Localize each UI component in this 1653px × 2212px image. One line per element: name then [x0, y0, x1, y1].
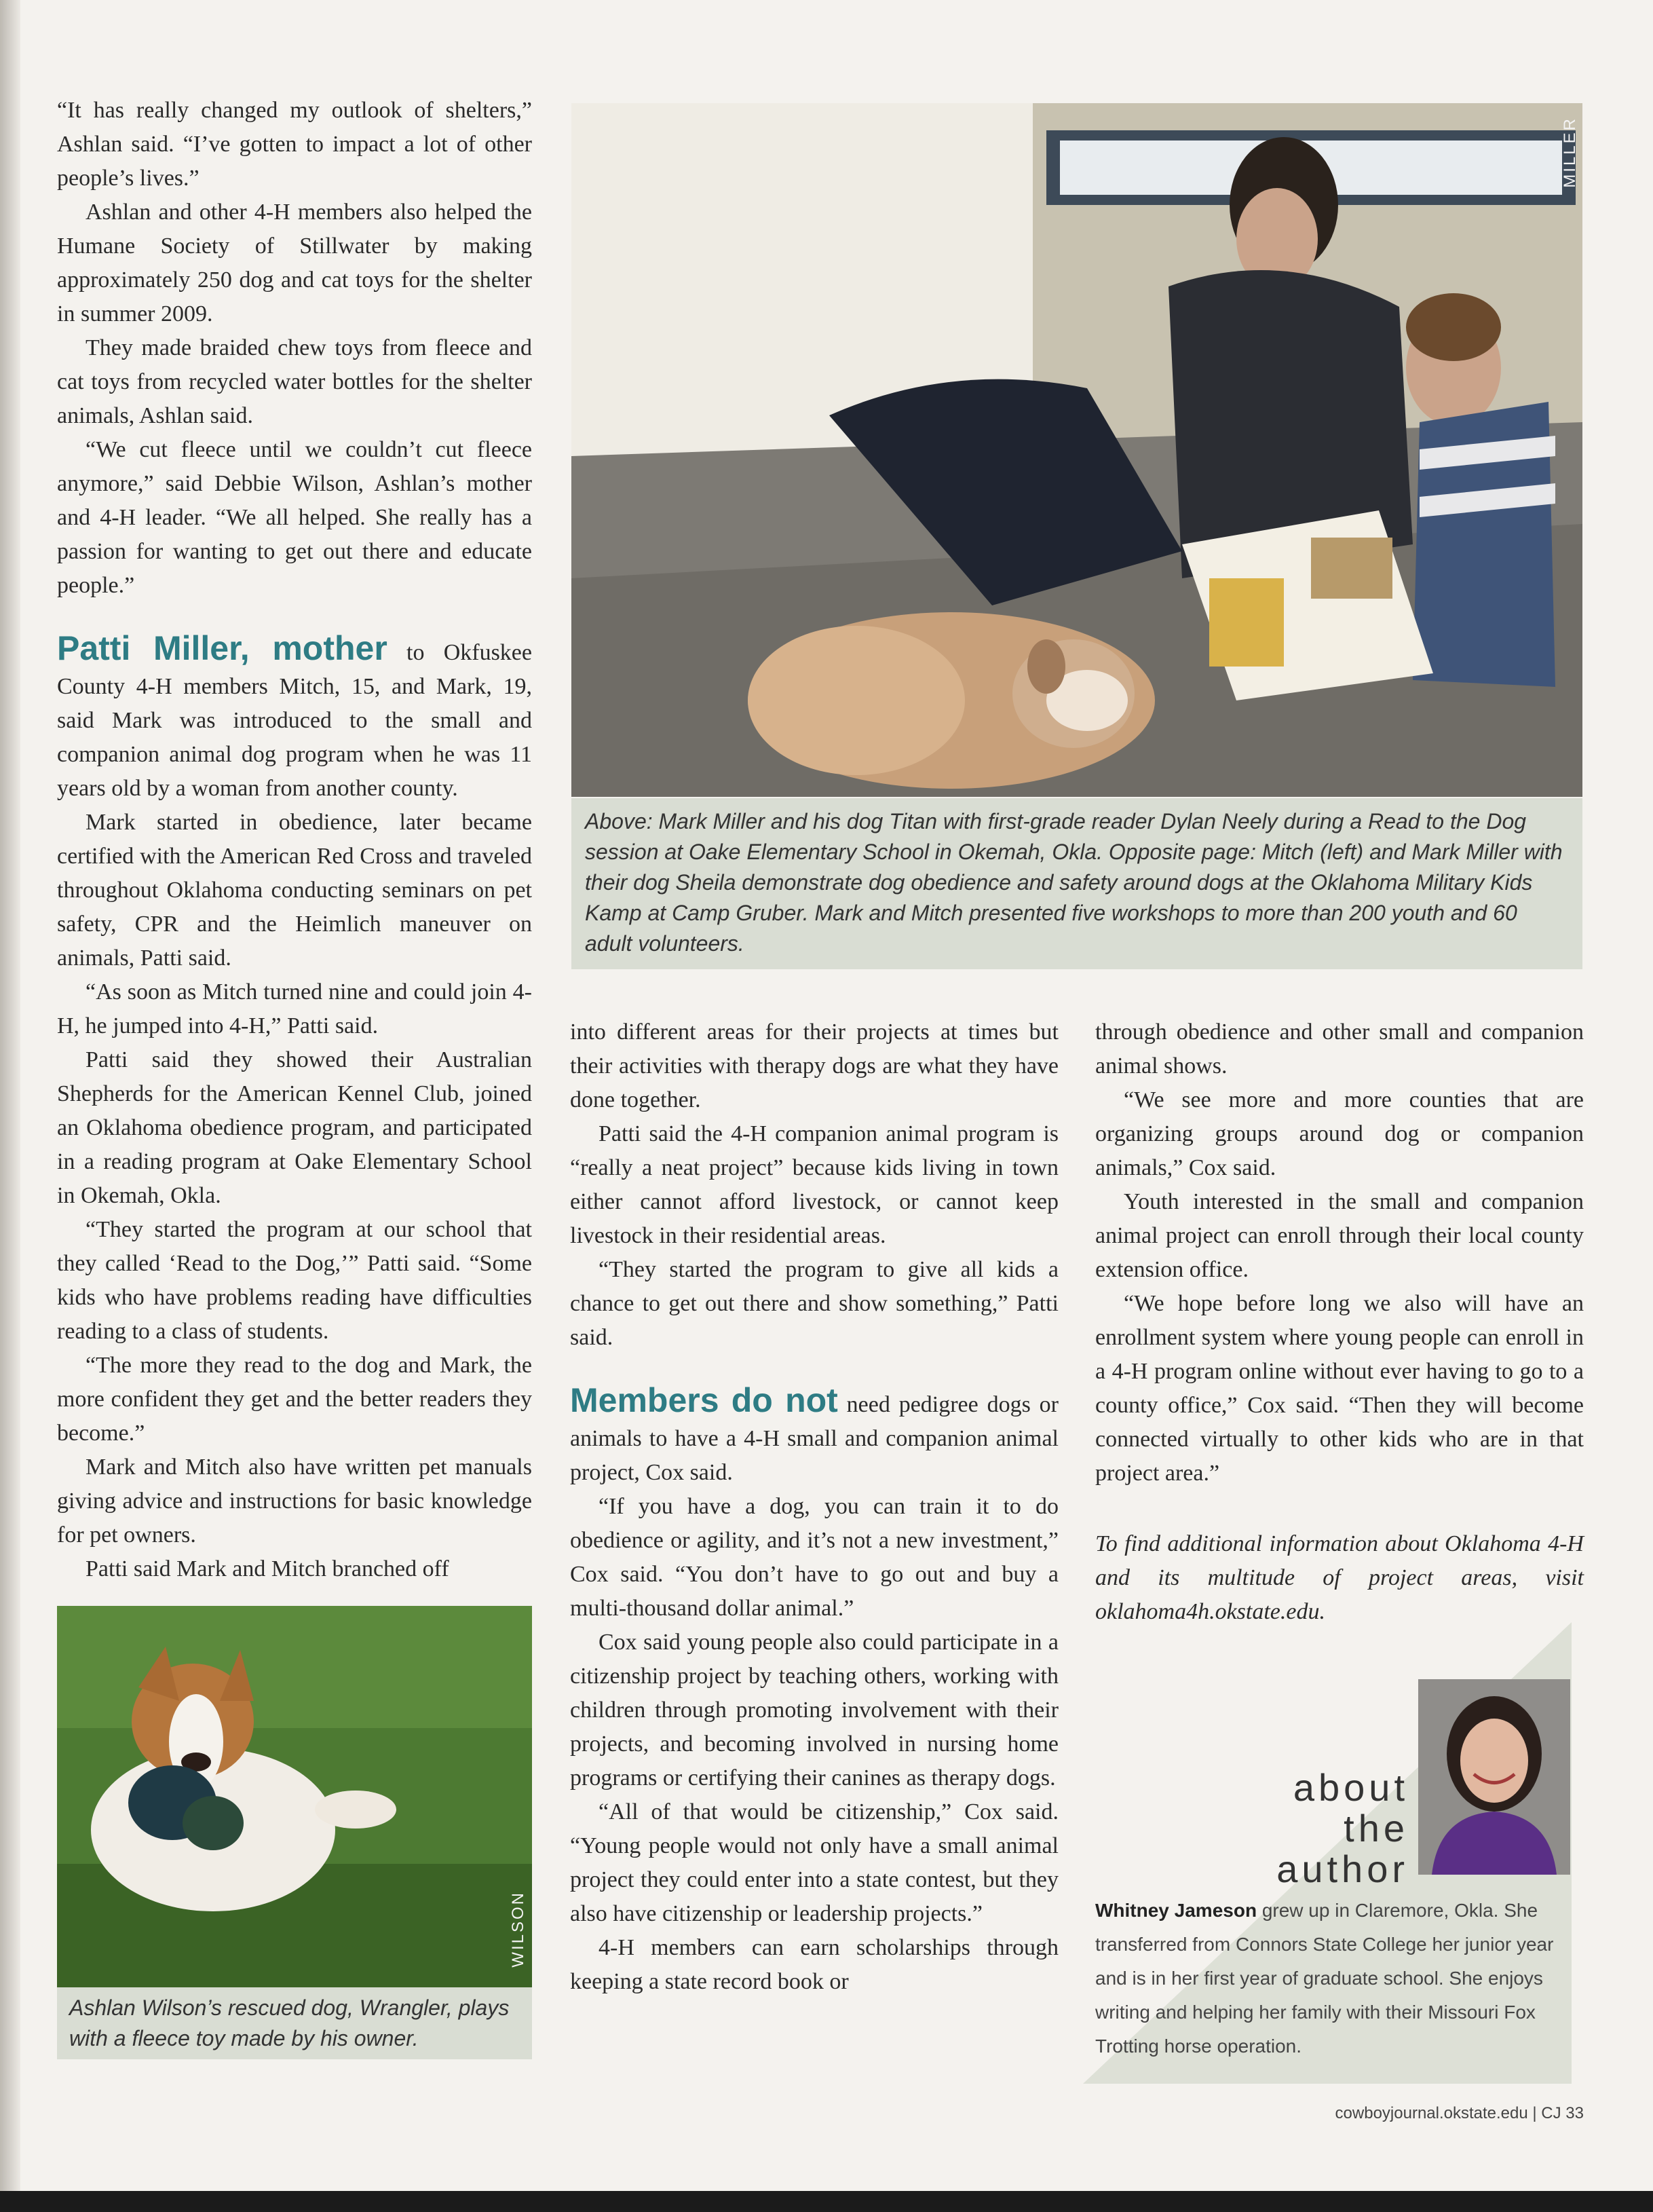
paragraph: “They started the program to give all kids a chance to get out there and show something,” Patti said.	[570, 1257, 1059, 1350]
photo-wrangler-puppy	[57, 1606, 532, 1987]
about-the-author-box	[1083, 1622, 1572, 2084]
article-column-left	[57, 94, 532, 1586]
paragraph: into different areas for their projects at times but their activities with therapy dogs are what they have done together.	[570, 1019, 1059, 1112]
article-column-middle	[570, 1015, 1059, 1999]
section-paragraph	[570, 1383, 1059, 1490]
paragraph: “We see more and more counties that are organizing groups around dog or companion animals,” Cox said.	[1095, 1087, 1584, 1180]
paragraph: Mark and Mitch also have written pet manuals giving advice and instructions for basic knowledge for pet owners.	[57, 1455, 532, 1548]
author-portrait	[1418, 1679, 1570, 1875]
page-gutter-shadow	[0, 0, 20, 2212]
section-lead-rest: to Okfuskee County 4-H members Mitch, 15, and Mark, 19, said Mark was introduced to the small and companion animal dog program when he was 11 years old by a woman from another county.	[57, 640, 532, 801]
photo-caption-top: Above: Mark Miller and his dog Titan with first-grade reader Dylan Neely during a Read to the Dog session at Oake Elementary School in Okemah, Okla. Opposite page: Mitch (left) and Mark Miller with their dog Sheila demonstrate dog obedience and safety around dogs at the Oklahoma Military Kids Kamp at Camp Gruber. Mark and Mitch presented five workshops to more than 200 youth and 60 adult volunteers.	[571, 798, 1582, 969]
author-name: Whitney Jameson	[1095, 1900, 1257, 1921]
paragraph: Patti said they showed their Australian Shepherds for the American Kennel Club, joined an Oklahoma obedience program, and participated in a reading program at Oake Elementary School in Okemah, Okla.	[57, 1047, 532, 1208]
section-paragraph	[57, 631, 532, 806]
paragraph: “If you have a dog, you can train it to do obedience or agility, and it’s not a new investment,” Cox said. “You don’t have to go out and buy a multi-thousand dollar animal.”	[570, 1494, 1059, 1621]
paragraph: “They started the program at our school that they called ‘Read to the Dog,’” Patti said. “Some kids who have problems reading have difficulties reading to a class of students.	[57, 1217, 532, 1344]
paragraph: “We hope before long we also will have an enrollment system where young people can enroll in a 4-H program online without ever having to go to a county office,” Cox said. “Then they will become connected virtually to other kids who are in that project area.”	[1095, 1291, 1584, 1486]
section-lead-in: Patti Miller, mother	[57, 629, 387, 667]
section-lead-in: Members do not	[570, 1381, 838, 1419]
paragraph: “It has really changed my outlook of shelters,” Ashlan said. “I’ve gotten to impact a lot of other people’s lives.”	[57, 98, 532, 191]
photo-illustration	[57, 1606, 532, 1987]
photo-credit-miller: MILLER	[1561, 117, 1579, 188]
photo-illustration	[571, 103, 1582, 797]
paragraph: They made braided chew toys from fleece and cat toys from recycled water bottles for the shelter animals, Ashlan said.	[57, 335, 532, 428]
paragraph: “We cut fleece until we couldn’t cut fleece anymore,” said Debbie Wilson, Ashlan’s mother and 4-H leader. “We all helped. She really has a passion for wanting to get out there and educate people.”	[57, 437, 532, 598]
portrait-illustration	[1418, 1679, 1570, 1875]
author-bio	[1095, 1894, 1570, 2063]
about-heading-word: author	[1276, 1848, 1409, 1890]
about-heading-word: the	[1344, 1807, 1409, 1850]
author-bio-text: grew up in Claremore, Okla. She transferred from Connors State College her junior year and is in her first year of graduate school. She enjoys writing and helping her family with their Missouri Fox Trotting horse operation.	[1095, 1900, 1554, 2057]
page-footer: cowboyjournal.okstate.edu | CJ 33	[1335, 2104, 1584, 2122]
paragraph: Ashlan and other 4-H members also helped the Humane Society of Stillwater by making approximately 250 dog and cat toys for the shelter in summer 2009.	[57, 200, 532, 326]
paragraph: 4-H members can earn scholarships through keeping a state record book or	[570, 1935, 1059, 1994]
paragraph: Youth interested in the small and companion animal project can enroll through their local county extension office.	[1095, 1189, 1584, 1282]
paragraph: Mark started in obedience, later became certified with the American Red Cross and traveled throughout Oklahoma conducting seminars on pet safety, CPR and the Heimlich maneuver on animals, Patti said.	[57, 810, 532, 971]
paragraph: Patti said the 4-H companion animal program is “really a neat project” because kids living in town either cannot afford livestock, or cannot keep livestock in their residential areas.	[570, 1121, 1059, 1248]
paragraph: Cox said young people also could participate in a citizenship project by teaching others, working with children through promoting involvement with their projects, and becoming involved in nursing home programs or certifying their canines as therapy dogs.	[570, 1630, 1059, 1791]
paragraph: through obedience and other small and companion animal shows.	[1095, 1019, 1584, 1079]
about-heading-word: about	[1293, 1766, 1409, 1809]
paragraph: “As soon as Mitch turned nine and could join 4-H, he jumped into 4-H,” Patti said.	[57, 979, 532, 1038]
bottom-edge-bar	[0, 2191, 1653, 2212]
article-column-right	[1095, 1015, 1584, 1629]
photo-caption-puppy: Ashlan Wilson’s rescued dog, Wrangler, plays with a fleece toy made by his owner.	[57, 1987, 532, 2059]
section-lead-rest: need pedigree dogs or animals to have a 4-H small and companion animal project, Cox said.	[570, 1392, 1059, 1485]
paragraph: “All of that would be citizenship,” Cox said. “Young people would not only have a small animal project they could enter into a state contest, but they also have citizenship or leadership projects.”	[570, 1799, 1059, 1926]
paragraph: Patti said Mark and Mitch branched off	[86, 1556, 449, 1581]
photo-read-to-the-dog	[571, 103, 1582, 797]
photo-credit-wilson: WILSON	[509, 1891, 527, 1968]
more-info-tagline: To find additional information about Oklahoma 4-H and its multitude of project areas, visit oklahoma4h.okstate.edu.	[1095, 1531, 1584, 1624]
paragraph: “The more they read to the dog and Mark, the more confident they get and the better readers they become.”	[57, 1353, 532, 1446]
